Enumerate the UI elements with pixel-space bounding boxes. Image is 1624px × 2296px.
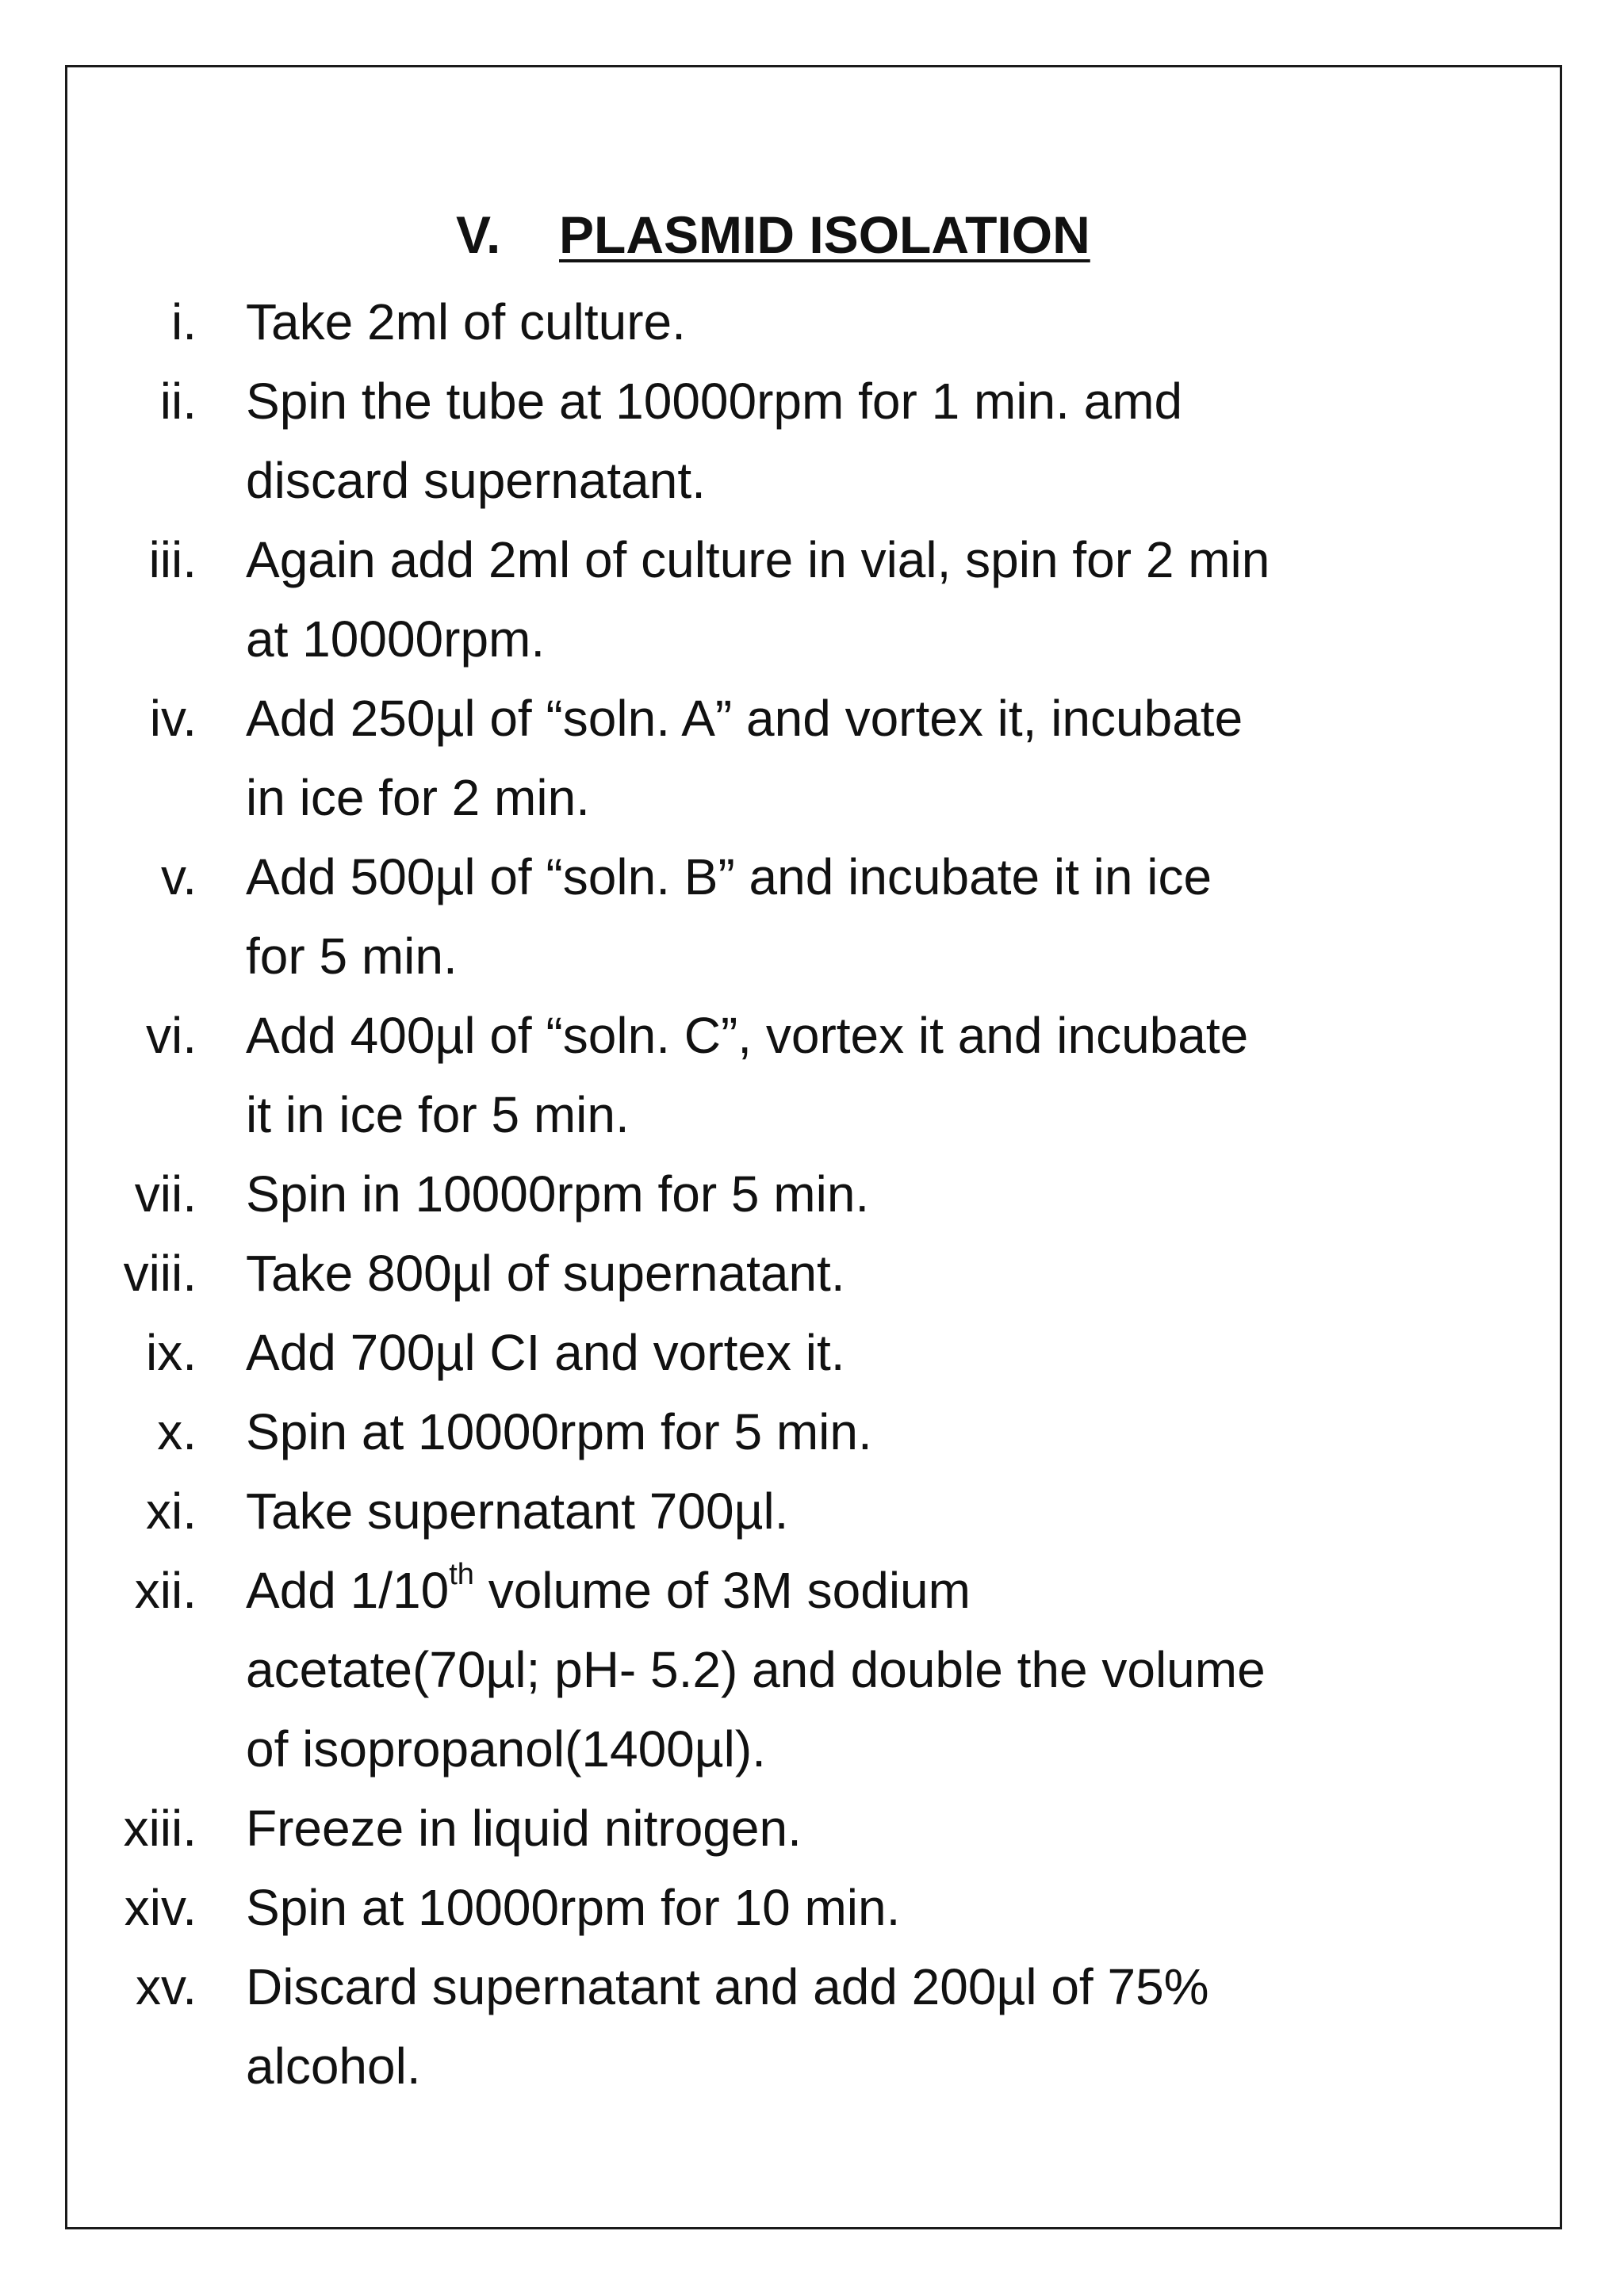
step-text (246, 1154, 1388, 1234)
section-title: PLASMID ISOLATION (559, 205, 1090, 264)
step-line: Discard supernatant and add 200µl of 75% (246, 1958, 1209, 2015)
step-text (246, 1868, 1388, 1947)
step-line: Add 250µl of “soln. A” and vortex it, incubate (246, 690, 1243, 747)
ordinal-superscript: th (449, 1558, 474, 1591)
list-item (0, 1234, 1427, 1313)
step-line: discard supernatant. (246, 452, 706, 509)
step-marker: viii. (123, 1245, 197, 1302)
step-line: Spin at 10000rpm for 10 min. (246, 1879, 901, 1936)
step-text (246, 282, 1388, 362)
step-marker: xii. (134, 1562, 197, 1619)
step-line-suffix: volume of 3M sodium (473, 1562, 971, 1619)
list-item (0, 1154, 1427, 1234)
step-marker: xiv. (124, 1879, 197, 1936)
list-item (0, 1313, 1427, 1392)
list-item (0, 1471, 1427, 1551)
procedure-steps-list (0, 282, 1427, 2106)
list-item (0, 1392, 1427, 1471)
step-marker: iv. (149, 690, 197, 747)
step-marker: xv. (135, 1958, 197, 2015)
list-item (0, 1947, 1427, 2106)
list-item (0, 1551, 1427, 1789)
step-line: Take 800µl of supernatant. (246, 1245, 845, 1302)
section-heading (456, 205, 1090, 265)
step-line: Add 400µl of “soln. C”, vortex it and incubate (246, 1007, 1249, 1064)
step-marker: ii. (159, 373, 197, 430)
list-item (0, 837, 1427, 996)
section-number: V. (456, 205, 501, 264)
step-text (246, 1313, 1388, 1392)
step-line: acetate(70µl; pH- 5.2) and double the volume (246, 1641, 1266, 1698)
step-text (246, 1471, 1388, 1551)
step-text (246, 1947, 1388, 2106)
step-text (246, 1789, 1388, 1868)
step-line: Spin the tube at 10000rpm for 1 min. amd (246, 373, 1183, 430)
list-item (0, 362, 1427, 520)
step-line: at 10000rpm. (246, 610, 546, 668)
step-marker: ix. (146, 1324, 197, 1381)
step-line: for 5 min. (246, 928, 458, 985)
step-line (246, 1551, 1388, 1630)
step-line: Take supernatant 700µl. (246, 1483, 789, 1540)
list-item (0, 520, 1427, 679)
step-line: it in ice for 5 min. (246, 1086, 630, 1143)
step-marker: xiii. (123, 1800, 197, 1857)
list-item (0, 996, 1427, 1154)
step-line: Spin in 10000rpm for 5 min. (246, 1165, 870, 1223)
step-marker: v. (160, 848, 197, 905)
step-line-prefix: Add 1/10 (246, 1562, 450, 1619)
step-marker: vi. (146, 1007, 197, 1064)
step-text (246, 1551, 1388, 1789)
step-line: Add 500µl of “soln. B” and incubate it in ice (246, 848, 1212, 905)
step-text (246, 679, 1388, 837)
step-line: of isopropanol(1400µl). (246, 1720, 766, 1777)
list-item (0, 1868, 1427, 1947)
step-line: Take 2ml of culture. (246, 293, 686, 350)
step-text (246, 837, 1388, 996)
step-line: Again add 2ml of culture in vial, spin for 2 min (246, 531, 1270, 588)
step-text (246, 362, 1388, 520)
list-item (0, 282, 1427, 362)
step-marker: iii. (148, 531, 197, 588)
list-item (0, 1789, 1427, 1868)
list-item (0, 679, 1427, 837)
step-text (246, 1234, 1388, 1313)
step-line: Spin at 10000rpm for 5 min. (246, 1403, 872, 1460)
step-text (246, 1392, 1388, 1471)
step-marker: vii. (134, 1165, 197, 1223)
step-line: Freeze in liquid nitrogen. (246, 1800, 802, 1857)
step-text (246, 520, 1388, 679)
step-line: alcohol. (246, 2038, 421, 2095)
step-line: Add 700µl CI and vortex it. (246, 1324, 845, 1381)
step-marker: i. (171, 293, 197, 350)
step-line: in ice for 2 min. (246, 769, 590, 826)
step-marker: xi. (146, 1483, 197, 1540)
step-marker: x. (157, 1403, 197, 1460)
step-text (246, 996, 1388, 1154)
